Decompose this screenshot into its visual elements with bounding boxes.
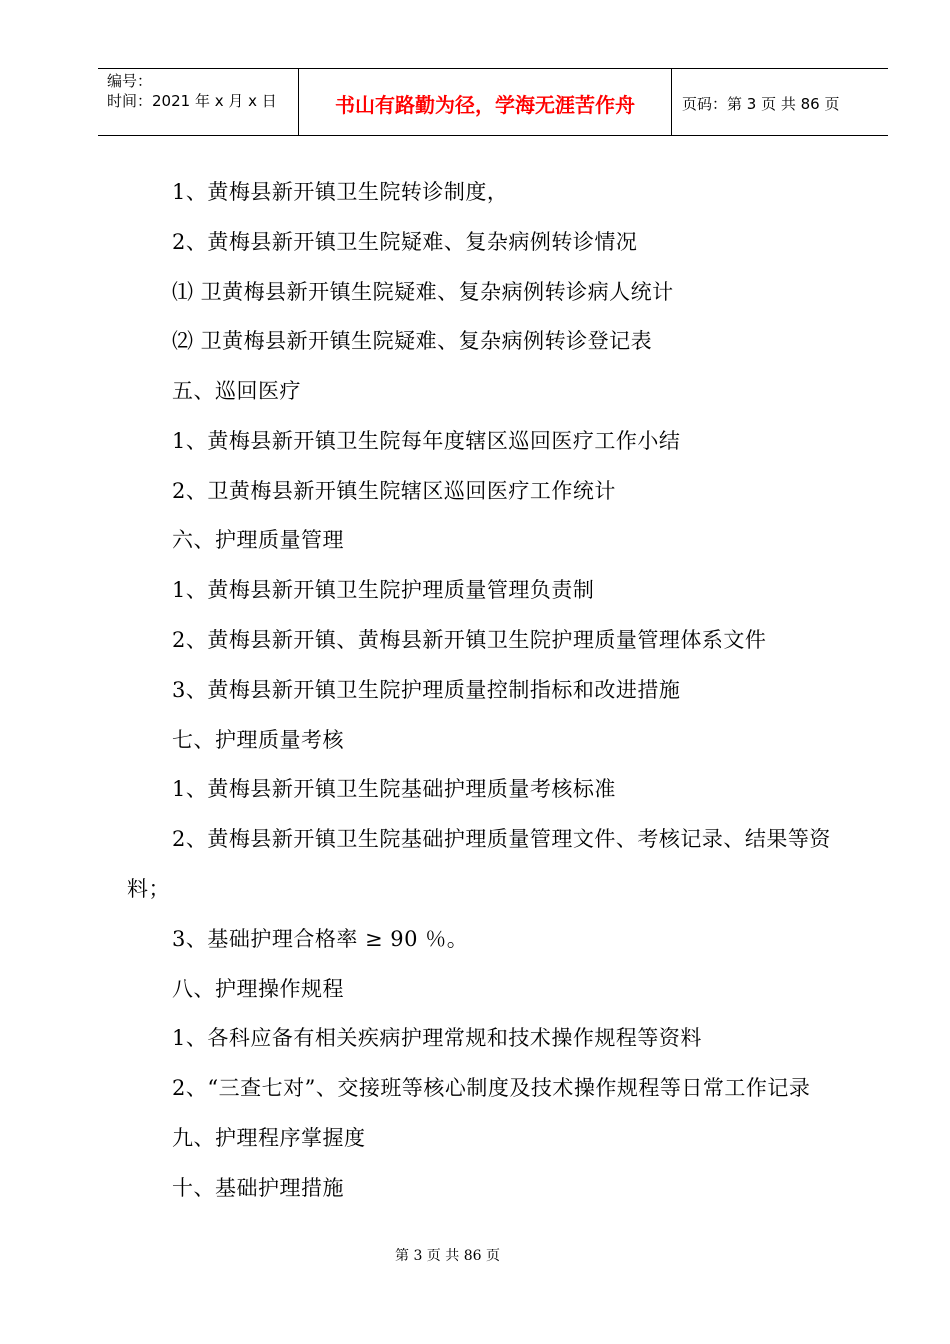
body-line: 2、卫黄梅县新开镇生院辖区巡回医疗工作统计 [172, 479, 616, 503]
body-line: 3、黄梅县新开镇卫生院护理质量控制指标和改进措施 [172, 678, 681, 702]
header-meta-cell [98, 69, 299, 135]
document-number-label: 编号： [107, 72, 153, 90]
header-page-info: 页码：第 3 页 共 86 页 [682, 94, 840, 113]
body-line: 2、黄梅县新开镇、黄梅县新开镇卫生院护理质量管理体系文件 [172, 628, 767, 652]
section-heading: 八、护理操作规程 [172, 977, 344, 1001]
body-line: 2、“三查七对”、交接班等核心制度及技术操作规程等日常工作记录 [172, 1076, 811, 1100]
body-line: 2、黄梅县新开镇卫生院基础护理质量管理文件、考核记录、结果等资 [172, 827, 831, 851]
section-heading: 七、护理质量考核 [172, 728, 344, 752]
section-heading: 十、基础护理措施 [172, 1176, 344, 1200]
section-heading: 六、护理质量管理 [172, 528, 344, 552]
body-line: 1、黄梅县新开镇卫生院转诊制度， [172, 180, 509, 204]
body-line: 1、各科应备有相关疾病护理常规和技术操作规程等资料 [172, 1026, 702, 1050]
page-header [98, 68, 888, 136]
page-footer [0, 1246, 950, 1266]
body-line: 2、黄梅县新开镇卫生院疑难、复杂病例转诊情况 [172, 230, 638, 254]
body-line: 1、黄梅县新开镇卫生院护理质量管理负责制 [172, 578, 595, 602]
body-line: ⑵ 卫黄梅县新开镇生院疑难、复杂病例转诊登记表 [172, 329, 653, 353]
section-heading: 九、护理程序掌握度 [172, 1126, 366, 1150]
section-heading: 五、巡回医疗 [172, 379, 301, 403]
document-time-label: 时间：2021 年 x 月 x 日 [107, 92, 277, 110]
body-line: ⑴ 卫黄梅县新开镇生院疑难、复杂病例转诊病人统计 [172, 280, 674, 304]
body-line: 1、黄梅县新开镇卫生院每年度辖区巡回医疗工作小结 [172, 429, 681, 453]
body-line: 1、黄梅县新开镇卫生院基础护理质量考核标准 [172, 777, 616, 801]
header-page-cell [672, 69, 888, 135]
body-line-continuation: 料； [127, 877, 170, 901]
header-motto: 书山有路勤为径，学海无涯苦作舟 [335, 92, 635, 117]
header-motto-cell [299, 69, 672, 135]
body-line: 3、基础护理合格率 ≥ 90 ％。 [172, 927, 469, 951]
footer-page-number: 第 3 页 共 86 页 [395, 1248, 500, 1264]
